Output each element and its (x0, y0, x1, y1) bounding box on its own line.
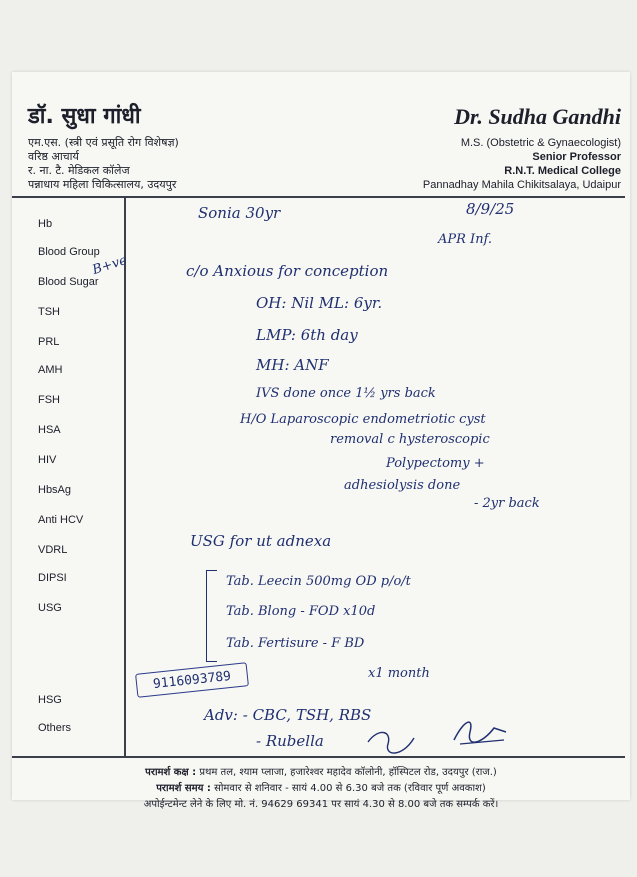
margin-note: B+ve (90, 252, 129, 279)
hospital-english: Pannadhay Mahila Chikitsalaya, Udaipur (422, 179, 621, 191)
header-left-hindi (28, 104, 179, 192)
degree-english: M.S. (Obstetric & Gynaecologist) (460, 137, 621, 149)
test-item: Others (38, 722, 72, 734)
footer-text: सोमवार से शनिवार - सायं 4.00 से 6.30 बजे तक (रविवार पूर्ण अवकाश) (214, 783, 486, 794)
rx-bracket (206, 570, 217, 662)
test-item: DIPSI (38, 572, 67, 584)
history-line: IVS done once 1½ yrs back (256, 386, 436, 401)
hospital-hindi: पन्नाधाय महिला चिकित्सालय, उदयपुर (28, 178, 177, 191)
test-item: AMH (38, 364, 63, 376)
signature-icon (450, 710, 510, 750)
history-line: MH: ANF (256, 356, 329, 374)
tests-column-divider (124, 196, 126, 756)
history-line: removal c hysteroscopic (330, 432, 490, 447)
footer-appointment (12, 796, 630, 810)
test-item: Blood Group (38, 246, 100, 258)
plan-line: USG for ut adnexa (190, 532, 332, 550)
patient-name-age: Sonia 30yr (198, 204, 281, 222)
header-divider (12, 196, 625, 198)
test-item: TSH (38, 306, 60, 318)
history-line: Polypectomy + (386, 456, 485, 471)
test-item: Blood Sugar (38, 276, 99, 288)
header-right-english (423, 104, 621, 192)
footer-address (12, 764, 630, 778)
history-line: - 2yr back (474, 496, 540, 511)
footer-label: परामर्श समय : (156, 783, 211, 794)
test-item: HIV (38, 454, 57, 466)
phone-stamp: 9116093789 (135, 662, 249, 698)
test-item: PRL (38, 336, 60, 348)
footer-divider (12, 756, 625, 758)
signature-icon (362, 724, 422, 764)
rx-line: Tab. Leecin 500mg OD p/o/t (226, 574, 411, 589)
visit-date: 8/9/25 (466, 200, 515, 218)
title-hindi: वरिष्ठ आचार्य (28, 150, 79, 163)
history-line: LMP: 6th day (256, 326, 358, 344)
test-item: VDRL (38, 544, 68, 556)
footer-label: परामर्श कक्ष : (145, 767, 197, 778)
college-english: R.N.T. Medical College (504, 165, 621, 177)
footer-timing (12, 780, 630, 794)
doctor-name-hindi: डॉ. सुधा गांधी (28, 104, 141, 129)
rx-line: x1 month (368, 666, 430, 681)
doctor-name-english: Dr. Sudha Gandhi (454, 104, 621, 129)
test-item: Hb (38, 218, 53, 230)
rx-line: Tab. Blong - FOD x10d (226, 604, 376, 619)
footer-text: प्रथम तल, श्याम प्लाजा, हजारेश्वर महादेव कॉलोनी, हॉस्पिटल रोड, उदयपुर (राज.) (199, 767, 497, 778)
history-line: OH: Nil ML: 6yr. (256, 294, 383, 312)
test-item: Anti HCV (38, 514, 84, 526)
test-item: HSA (38, 424, 61, 436)
advice-line: - Rubella (256, 732, 324, 750)
degree-hindi: एम.एस. (स्त्री एवं प्रसूति रोग विशेषज्ञ) (28, 136, 179, 149)
history-line: adhesiolysis done (344, 478, 461, 493)
rx-line: Tab. Fertisure - F BD (226, 636, 365, 651)
test-item: FSH (38, 394, 60, 406)
history-line: H/O Laparoscopic endometriotic cyst (240, 412, 486, 427)
test-item: USG (38, 602, 62, 614)
advice-line: Adv: - CBC, TSH, RBS (204, 706, 372, 724)
test-item: HSG (38, 694, 62, 706)
college-hindi: र. ना. टै. मेडिकल कॉलेज (28, 164, 130, 177)
test-item: HbsAg (38, 484, 72, 496)
complaint: c/o Anxious for conception (186, 262, 389, 280)
referral-note: APR Inf. (438, 232, 493, 247)
footer-text: अपोईन्टमेन्ट लेने के लिए मो. नं. 94629 69341 पर सायं 4.30 से 8.00 बजे तक सम्पर्क करें। (143, 799, 499, 810)
title-english: Senior Professor (532, 151, 621, 163)
